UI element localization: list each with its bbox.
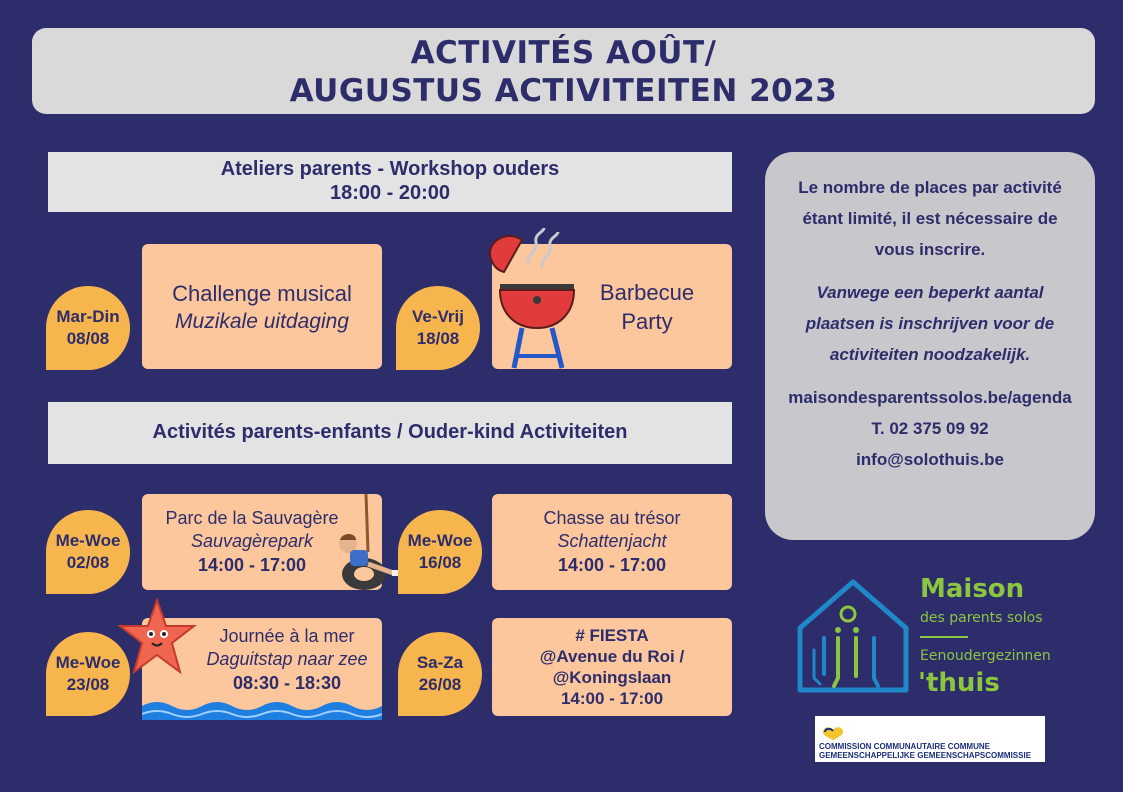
page-title-box <box>32 28 1095 114</box>
event-title-nl: Party <box>621 308 673 334</box>
info-nl-line-3: activiteiten noodzakelijk. <box>829 345 1031 364</box>
info-fr-line-3: vous inscrire. <box>874 240 986 259</box>
info-fr-line-1: Le nombre de places par activité <box>798 178 1062 197</box>
page-title-line-2: AUGUSTUS ACTIVITEITEN 2023 <box>289 73 838 109</box>
barbecue-icon <box>486 228 582 374</box>
event-title-fr: Barbecue <box>599 279 695 305</box>
info-email-link[interactable]: info@solothuis.be <box>856 450 1004 469</box>
commission-logo <box>815 716 1045 762</box>
info-panel <box>765 152 1095 540</box>
date-bubble-0808 <box>46 286 130 370</box>
workshop-heading-box <box>48 152 732 212</box>
page-title-line-1: ACTIVITÉS AOÛT/ <box>410 35 717 71</box>
date-day: Me-Woe <box>407 531 473 550</box>
date-day: Me-Woe <box>55 653 121 672</box>
event-line-3: @Koningslaan <box>552 667 672 687</box>
event-title-nl: Muzikale uitdaging <box>175 309 349 333</box>
event-card-fiesta <box>492 618 732 716</box>
info-nl-line-2: plaatsen is inschrijven voor de <box>805 314 1055 333</box>
date-day: Ve-Vrij <box>412 307 464 326</box>
date-bubble-2608 <box>398 632 482 716</box>
info-nl-line-1: Vanwege een beperkt aantal <box>816 283 1044 302</box>
info-phone[interactable]: T. 02 375 09 92 <box>871 419 989 438</box>
commission-line-2: GEMEENSCHAPPELIJKE GEMEENSCHAPSCOMMISSIE <box>819 751 1032 760</box>
event-title-fr: Journée à la mer <box>219 626 355 646</box>
house-logo-icon <box>794 578 912 694</box>
workshop-heading: Ateliers parents - Workshop ouders <box>220 158 560 180</box>
family-heading: Activités parents-enfants / Ouder-kind Activiteiten <box>152 421 628 443</box>
date-bubble-0208 <box>46 510 130 594</box>
event-time: 14:00 - 17:00 <box>560 688 664 708</box>
date-value: 26/08 <box>418 675 462 694</box>
logo-maison: Maison <box>920 574 1025 604</box>
date-value: 02/08 <box>66 553 110 572</box>
event-card-challenge-musical <box>142 244 382 369</box>
event-card-chasse-tresor <box>492 494 732 590</box>
commission-emblem-icon <box>821 722 845 742</box>
logo-thuis: 'thuis <box>918 668 1000 698</box>
event-title-fr: Parc de la Sauvagère <box>165 508 339 528</box>
logo-eenoudergezinnen: Eenoudergezinnen <box>920 648 1051 664</box>
date-day: Sa-Za <box>416 653 464 672</box>
info-website-link[interactable]: maisondesparentssolos.be/agenda <box>788 388 1072 407</box>
event-time: 08:30 - 18:30 <box>232 673 342 693</box>
family-heading-box <box>48 402 732 464</box>
event-title-nl: Schattenjacht <box>557 531 667 551</box>
child-swing-icon <box>326 494 408 598</box>
event-time: 14:00 - 17:00 <box>197 555 307 575</box>
event-line-1: # FIESTA <box>575 625 649 645</box>
date-value: 23/08 <box>66 675 110 694</box>
event-title-fr: Challenge musical <box>172 280 352 306</box>
date-bubble-1808 <box>396 286 480 370</box>
date-bubble-2308 <box>46 632 130 716</box>
wave-icon <box>142 698 382 720</box>
date-value: 08/08 <box>66 329 110 348</box>
date-value: 18/08 <box>416 329 460 348</box>
event-time: 14:00 - 17:00 <box>557 555 667 575</box>
date-value: 16/08 <box>418 553 462 572</box>
date-day: Me-Woe <box>55 531 121 550</box>
date-bubble-1608 <box>398 510 482 594</box>
info-fr-line-2: étant limité, il est nécessaire de <box>802 209 1058 228</box>
event-title-nl: Sauvagèrepark <box>190 531 314 551</box>
event-title-fr: Chasse au trésor <box>543 508 681 528</box>
logo-parents-solos: des parents solos <box>920 610 1043 626</box>
event-line-2: @Avenue du Roi / <box>539 646 685 666</box>
commission-line-1: COMMISSION COMMUNAUTAIRE COMMUNE <box>819 742 990 751</box>
event-title-nl: Daguitstap naar zee <box>206 649 368 669</box>
date-day: Mar-Din <box>56 307 120 326</box>
logo-divider <box>920 636 968 638</box>
workshop-time: 18:00 - 20:00 <box>329 182 451 204</box>
